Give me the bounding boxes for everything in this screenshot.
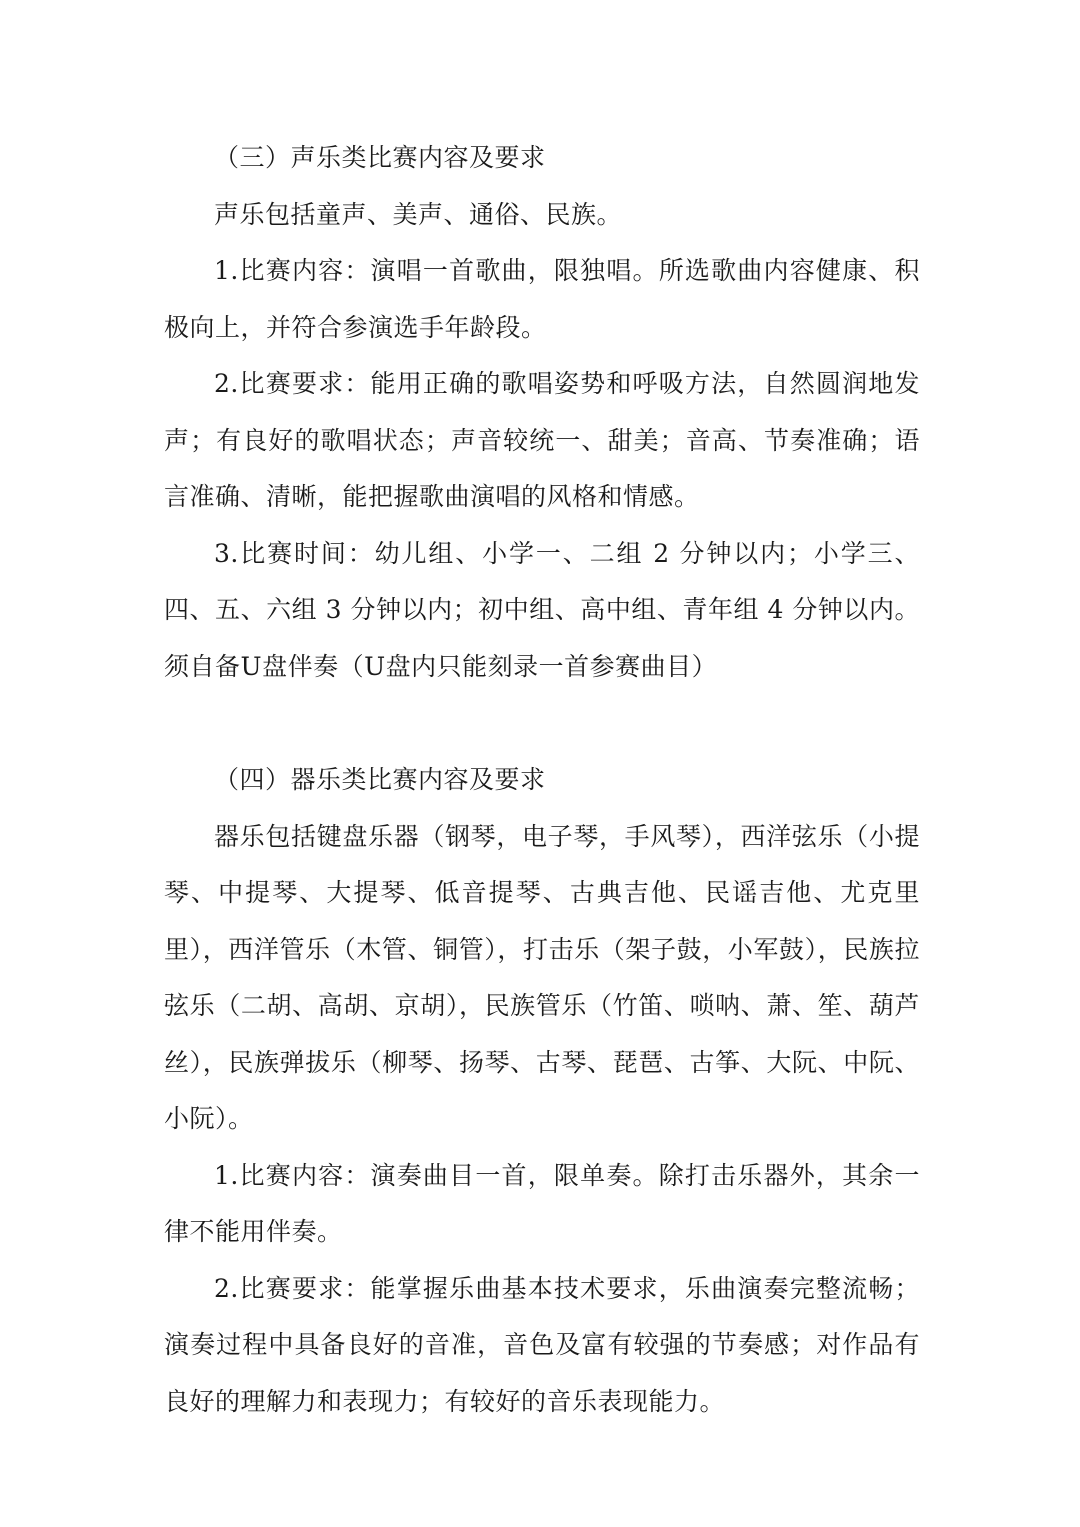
section3-item2: 2.比赛要求：能用正确的歌唱姿势和呼吸方法，自然圆润地发声；有良好的歌唱状态；声音较统一、甜美；音高、节奏准确；语言准确、清晰，能把握歌曲演唱的风格和情感。 xyxy=(164,369,920,511)
section3-item1: 1.比赛内容：演唱一首歌曲，限独唱。所选歌曲内容健康、积极向上，并符合参演选手年龄段。 xyxy=(164,256,920,342)
section4-item2: 2.比赛要求：能掌握乐曲基本技术要求，乐曲演奏完整流畅；演奏过程中具备良好的音准，音色及富有较强的节奏感；对作品有良好的理解力和表现力；有较好的音乐表现能力。 xyxy=(164,1273,920,1416)
section3-intro: 声乐包括童声、美声、通俗、民族。 xyxy=(214,199,623,229)
document-page xyxy=(164,130,920,1430)
section4-heading: （四）器乐类比赛内容及要求 xyxy=(214,765,546,794)
section-spacer xyxy=(164,695,920,752)
section4-item1: 1.比赛内容：演奏曲目一首，限单奏。除打击乐器外，其余一律不能用伴奏。 xyxy=(164,1160,920,1246)
section4-intro: 器乐包括键盘乐器（钢琴，电子琴，手风琴），西洋弦乐（小提琴、中提琴、大提琴、低音提琴、古典吉他、民谣吉他、尤克里里），西洋管乐（木管、铜管），打击乐（架子鼓，小军鼓），民族拉弦乐（二胡、高胡、京胡），民族管乐（竹笛、唢呐、萧、笙、葫芦丝），民族弹拔乐（柳琴、扬琴、古琴、琵琶、古筝、大阮、中阮、小阮）。 xyxy=(164,821,920,1133)
section3-heading: （三）声乐类比赛内容及要求 xyxy=(214,143,546,172)
section3-item3: 3.比赛时间：幼儿组、小学一、二组 2 分钟以内；小学三、四、五、六组 3 分钟以内；初中组、高中组、青年组 4 分钟以内。 须自备U盘伴奏（U盘内只能刻录一首参赛曲目） xyxy=(164,538,920,681)
